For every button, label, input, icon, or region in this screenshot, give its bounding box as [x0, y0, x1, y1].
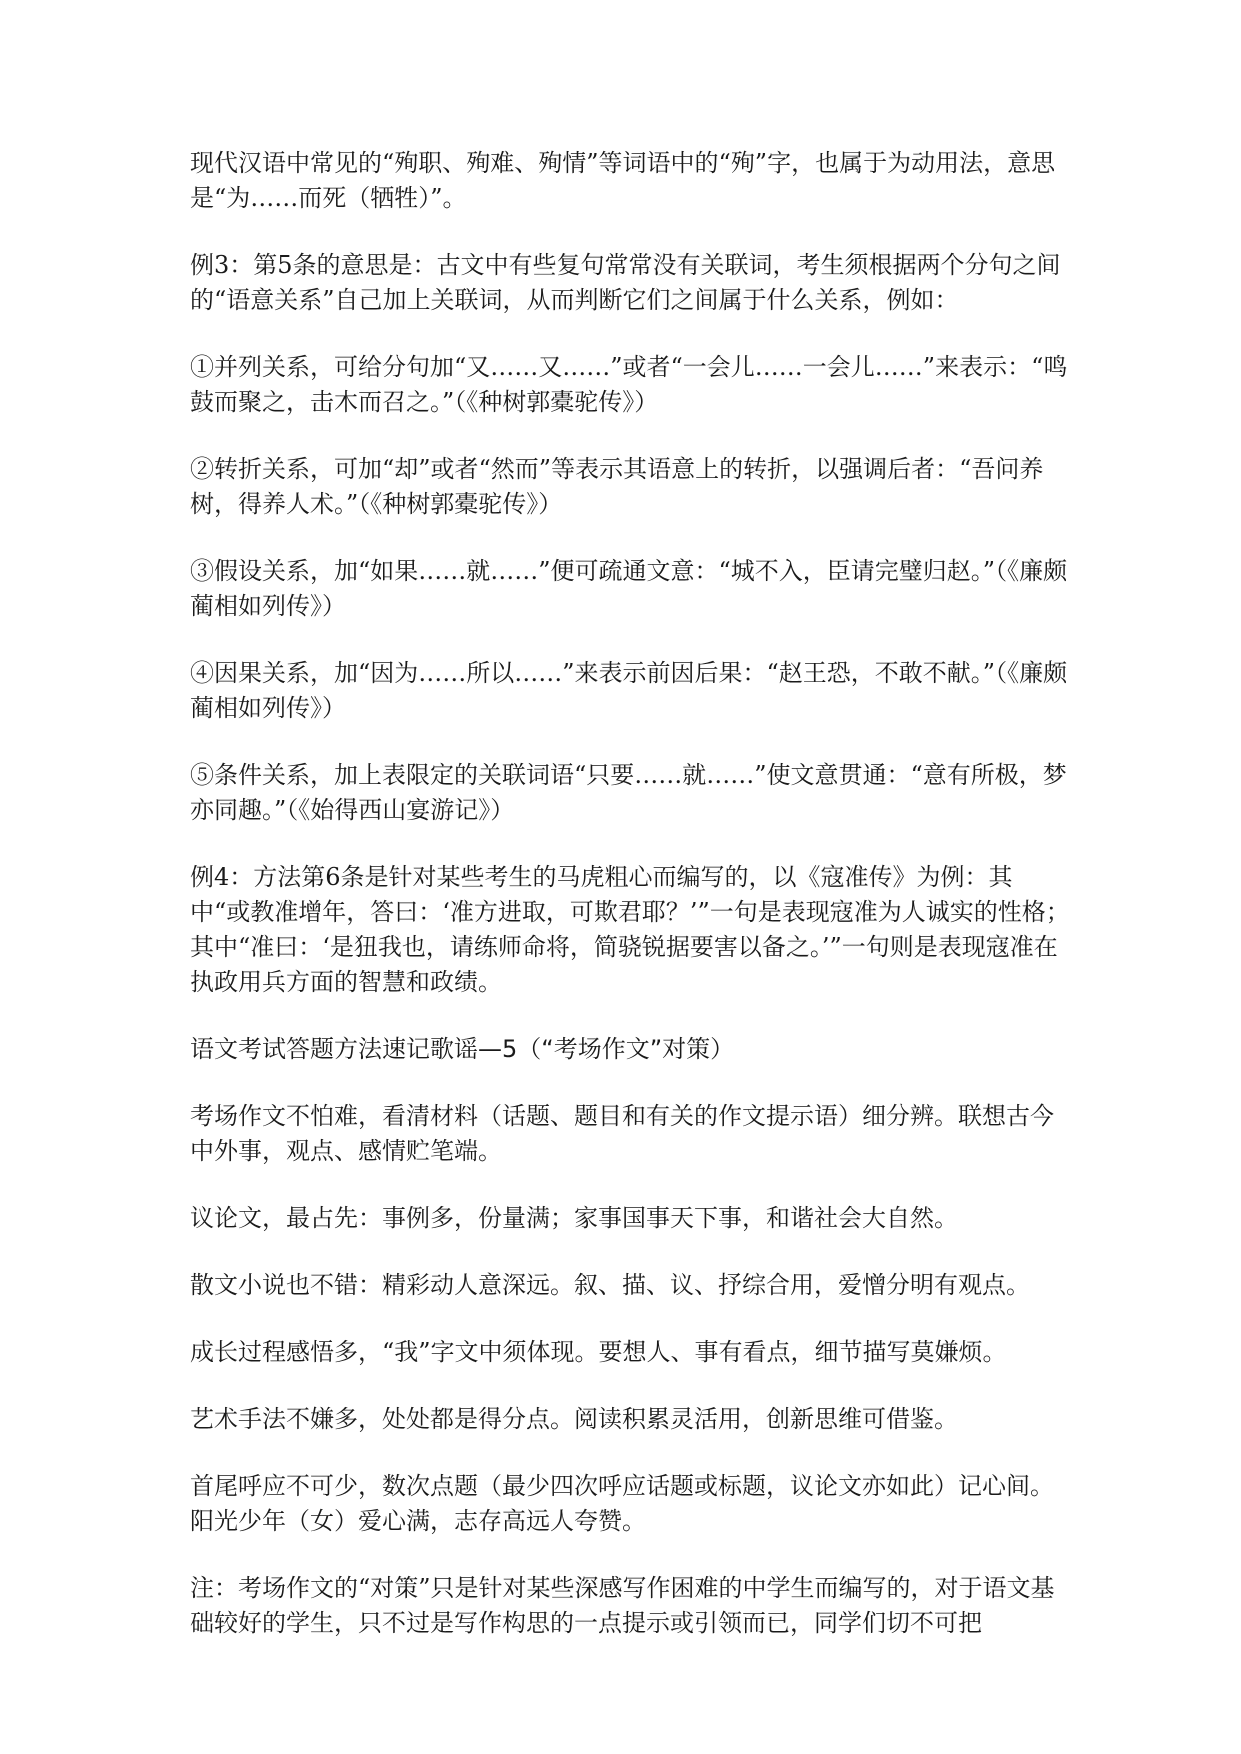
paragraph-techniques: 艺术手法不嫌多，处处都是得分点。阅读积累灵活用，创新思维可借鉴。 [190, 1405, 958, 1433]
paragraph-hypothesis-relation: ③假设关系，加“如果……就……”便可疏通文意：“城不入，臣请完璧归赵。”（《廉颇蔺相如列传》） [190, 557, 1068, 620]
paragraph-example-4: 例4：方法第6条是针对某些考生的马虎粗心而编写的，以《寇准传》为例：其中“或教准增年，答曰：‘准方进取，可欺君耶？’”一句是表现寇准为人诚实的性格；其中“准曰：‘是狃我也，请练师命将，简骁锐据要害以备之。’”一句则是表现寇准在执政用兵方面的智慧和政绩。 [190, 863, 1070, 996]
document-body [190, 146, 1070, 1673]
paragraph-xun-meaning: 现代汉语中常见的“殉职、殉难、殉情”等词语中的“殉”字，也属于为动用法，意思是“为……而死（牺牲）”。 [190, 149, 1056, 212]
paragraph-essay-intro: 考场作文不怕难，看清材料（话题、题目和有关的作文提示语）细分辨。联想古今中外事，观点、感情贮笔端。 [190, 1102, 1054, 1165]
section-heading: 语文考试答题方法速记歌谣—5（“考场作文”对策） [190, 1035, 735, 1063]
paragraph-note: 注：考场作文的“对策”只是针对某些深感写作困难的中学生而编写的，对于语文基础较好的学生，只不过是写作构思的一点提示或引领而已，同学们切不可把 [190, 1574, 1055, 1637]
paragraph-condition-relation: ⑤条件关系，加上表限定的关联词语“只要……就……”使文意贯通：“意有所极，梦亦同趣。”（《始得西山宴游记》） [190, 761, 1067, 824]
paragraph-example-3: 例3：第5条的意思是：古文中有些复句常常没有关联词，考生须根据两个分句之间的“语意关系”自己加上关联词，从而判断它们之间属于什么关系，例如： [190, 251, 1061, 314]
paragraph-structure: 首尾呼应不可少，数次点题（最少四次呼应话题或标题，议论文亦如此）记心间。阳光少年（女）爱心满，志存高远人夸赞。 [190, 1472, 1054, 1535]
paragraph-contrast-relation: ②转折关系，可加“却”或者“然而”等表示其语意上的转折，以强调后者：“吾问养树，得养人术。”（《种树郭橐驼传》） [190, 455, 1044, 518]
paragraph-prose-fiction: 散文小说也不错：精彩动人意深远。叙、描、议、抒综合用，爱憎分明有观点。 [190, 1271, 1030, 1299]
paragraph-argumentative: 议论文，最占先：事例多，份量满；家事国事天下事，和谐社会大自然。 [190, 1204, 958, 1232]
paragraph-parallel-relation: ①并列关系，可给分句加“又……又……”或者“一会儿……一会儿……”来表示：“鸣鼓而聚之，击木而召之。”（《种树郭橐驼传》） [190, 353, 1068, 416]
paragraph-growth: 成长过程感悟多，“我”字文中须体现。要想人、事有看点，细节描写莫嫌烦。 [190, 1338, 1007, 1366]
paragraph-causal-relation: ④因果关系，加“因为……所以……”来表示前因后果：“赵王恐，不敢不献。”（《廉颇蔺相如列传》） [190, 659, 1068, 722]
